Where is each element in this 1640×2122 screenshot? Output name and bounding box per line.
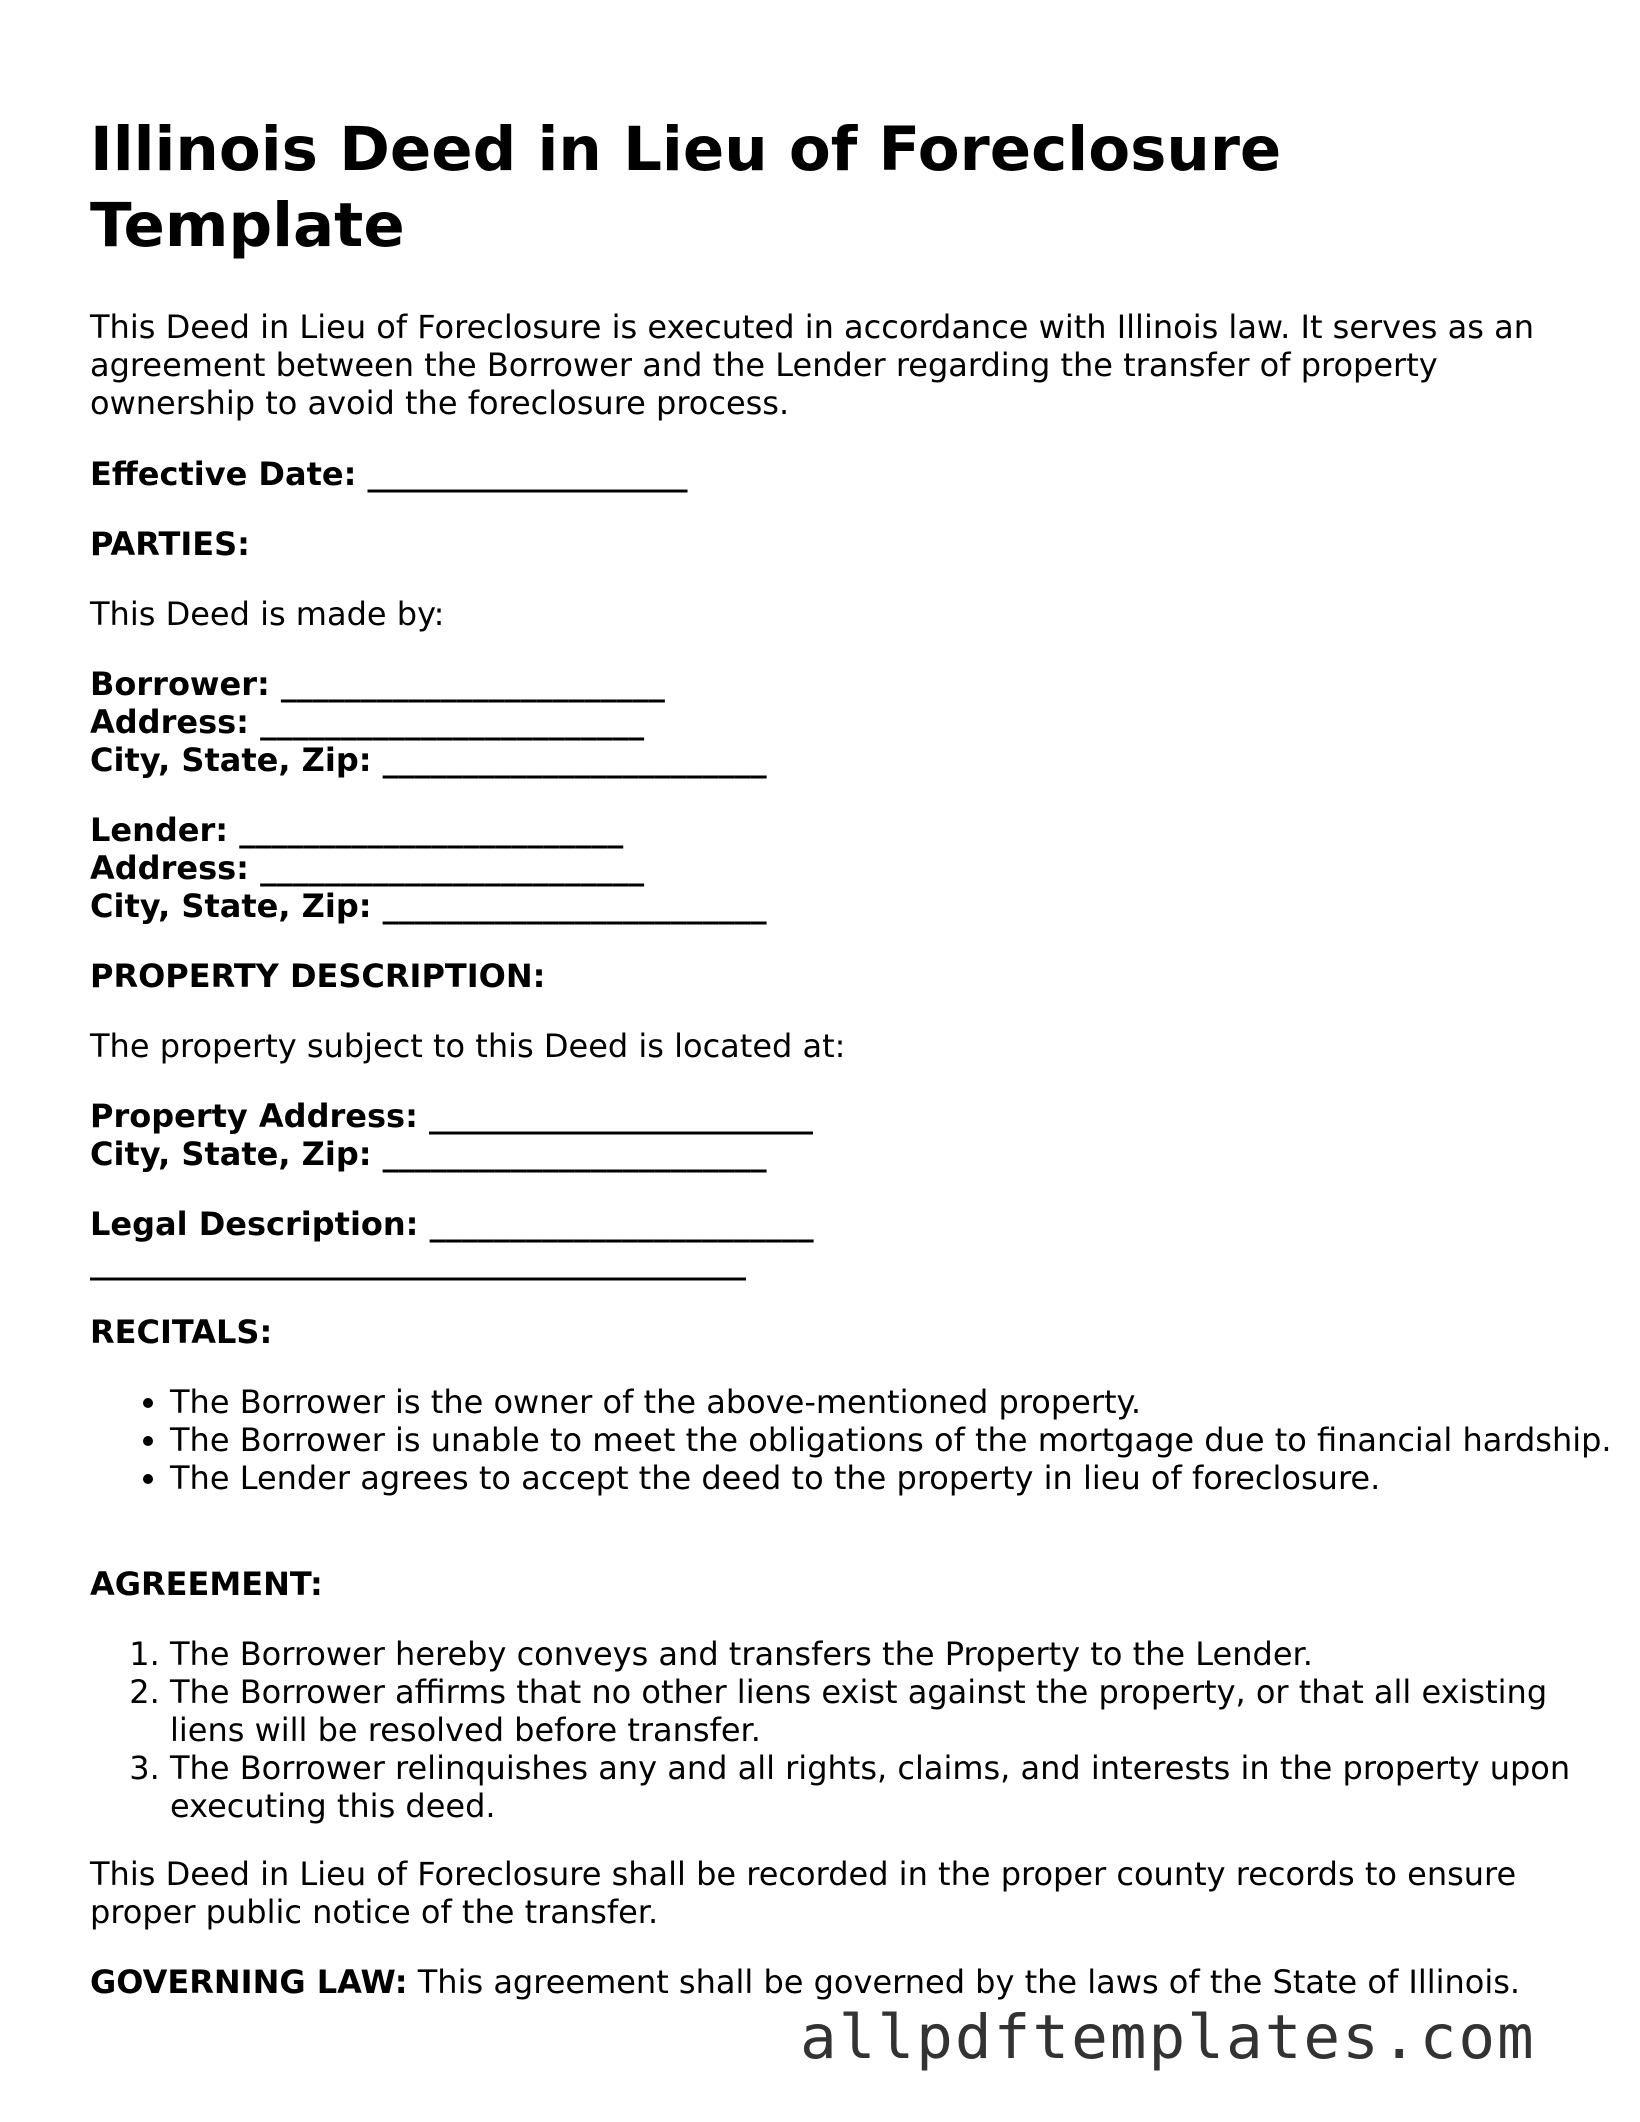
lender-address-line bbox=[90, 849, 644, 887]
watermark-text: allpdftemplates.com bbox=[800, 2002, 1536, 2073]
property-heading: PROPERTY DESCRIPTION: bbox=[90, 957, 546, 995]
governing-law-label: GOVERNING LAW: bbox=[90, 1963, 408, 2001]
legal-description-label: Legal Description: bbox=[90, 1205, 419, 1243]
property-csz-label: City, State, Zip: bbox=[90, 1135, 372, 1173]
agreement-list bbox=[90, 1635, 1630, 1825]
legal-description-blank: ________________________ bbox=[429, 1205, 814, 1243]
lender-csz-blank: ________________________ bbox=[382, 887, 767, 925]
document-title: Illinois Deed in Lieu of Foreclosure Template bbox=[90, 114, 1282, 261]
property-csz-blank: ________________________ bbox=[382, 1135, 767, 1173]
borrower-line bbox=[90, 665, 665, 703]
property-located-at: The property subject to this Deed is located at: bbox=[90, 1027, 846, 1065]
property-address-blank: ________________________ bbox=[429, 1097, 813, 1135]
borrower-csz-label: City, State, Zip: bbox=[90, 741, 372, 779]
list-item: 1. The Borrower hereby conveys and transfers the Property to the Lender. bbox=[170, 1635, 1630, 1673]
governing-law-text: This agreement shall be governed by the laws of the State of Illinois. bbox=[407, 1963, 1521, 2001]
intro-paragraph: This Deed in Lieu of Foreclosure is executed in accordance with Illinois law. It serves as an agreement between the Borrower and the Lender regarding the transfer of property ownership to avoid the foreclosure process. bbox=[90, 308, 1545, 422]
property-address-line bbox=[90, 1097, 813, 1135]
borrower-blank: ________________________ bbox=[280, 665, 665, 703]
list-item: • The Lender agrees to accept the deed to the property in lieu of foreclosure. bbox=[170, 1459, 1630, 1497]
effective-date-line bbox=[90, 455, 688, 493]
legal-description-line-2: _________________________________________ bbox=[90, 1243, 746, 1281]
property-address-label: Property Address: bbox=[90, 1097, 418, 1135]
borrower-csz-blank: ________________________ bbox=[382, 741, 767, 779]
recording-paragraph: This Deed in Lieu of Foreclosure shall be recorded in the proper county records to ensure proper public notice of the transfer. bbox=[90, 1855, 1527, 1931]
effective-date-blank: ____________________ bbox=[367, 455, 688, 493]
borrower-label: Borrower: bbox=[90, 665, 270, 703]
recitals-heading: RECITALS: bbox=[90, 1313, 273, 1351]
governing-law-line bbox=[90, 1963, 1520, 2001]
list-item: 3. The Borrower relinquishes any and all rights, claims, and interests in the property upon executing this deed. bbox=[170, 1749, 1630, 1825]
effective-date-label: Effective Date: bbox=[90, 455, 357, 493]
agreement-heading: AGREEMENT: bbox=[90, 1565, 323, 1603]
borrower-address-label: Address: bbox=[90, 703, 249, 741]
list-item: • The Borrower is the owner of the above-mentioned property. bbox=[170, 1383, 1630, 1421]
borrower-address-line bbox=[90, 703, 644, 741]
lender-blank: ________________________ bbox=[239, 811, 624, 849]
lender-csz-label: City, State, Zip: bbox=[90, 887, 372, 925]
list-item: 2. The Borrower affirms that no other liens exist against the property, or that all existing liens will be resolved before transfer. bbox=[170, 1673, 1630, 1749]
parties-made-by: This Deed is made by: bbox=[90, 595, 445, 633]
lender-address-label: Address: bbox=[90, 849, 249, 887]
property-csz-line bbox=[90, 1135, 767, 1173]
legal-description-line bbox=[90, 1205, 814, 1243]
lender-csz-line bbox=[90, 887, 767, 925]
list-item: • The Borrower is unable to meet the obligations of the mortgage due to financial hardship. bbox=[170, 1421, 1630, 1459]
lender-address-blank: ________________________ bbox=[260, 849, 645, 887]
lender-label: Lender: bbox=[90, 811, 229, 849]
borrower-csz-line bbox=[90, 741, 767, 779]
recitals-list bbox=[90, 1383, 1630, 1497]
lender-line bbox=[90, 811, 623, 849]
parties-heading: PARTIES: bbox=[90, 525, 250, 563]
borrower-address-blank: ________________________ bbox=[260, 703, 645, 741]
